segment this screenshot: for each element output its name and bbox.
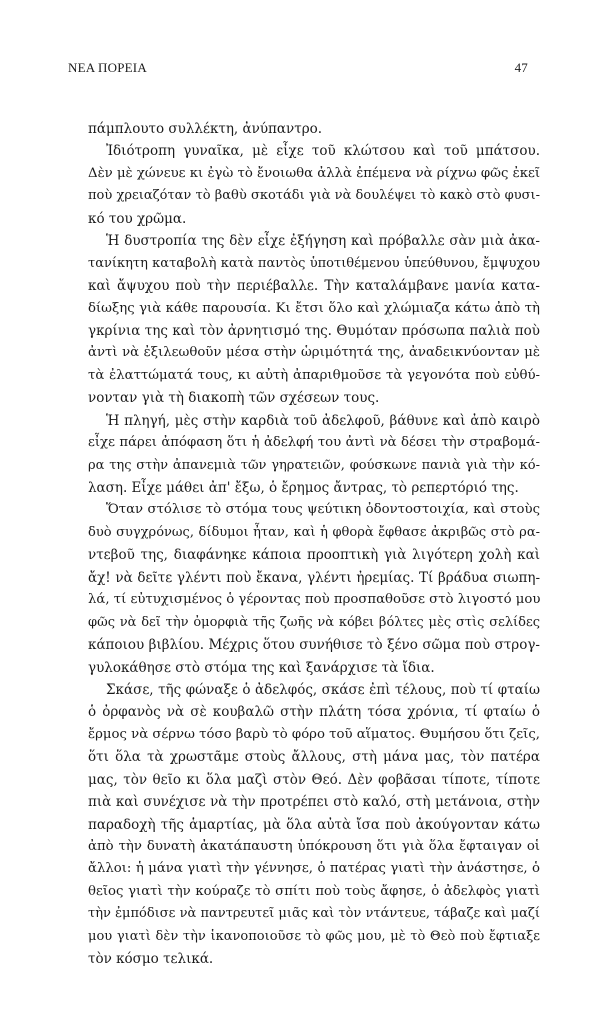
- text-line: γκρίνια της καὶ τὸν ἀρνητισμό της. Θυμόταν πρόσωπα παλιὰ ποὺ: [88, 322, 540, 339]
- text-line: πιὰ καὶ συνέχισε νὰ τὴν προτρέπει στὸ καλό, στὴ μετάνοια, στὴν: [88, 794, 540, 811]
- text-line: Σκάσε, τῆς φώναξε ὁ ἀδελφός, σκάσε ἐπὶ τέλους, ποὺ τί φταίω: [106, 681, 540, 698]
- running-head: [68, 60, 540, 80]
- text-line: παραδοχὴ τῆς ἁμαρτίας, μὰ ὅλα αὐτὰ ἴσα ποὺ ἀκούγονταν κάτω: [88, 816, 540, 833]
- text-line: Ἰδιότροπη γυναῖκα, μὲ εἶχε τοῦ κλώτσου καὶ τοῦ μπάτσου.: [106, 143, 540, 160]
- text-line: ἀντὶ νὰ ἐξιλεωθοῦν μέσα στὴν ὡριμότητά της, ἀναδεικνύονταν μὲ: [88, 345, 540, 361]
- text-line: κό του χρῶμα.: [88, 210, 187, 227]
- text-line: ποὺ χρειαζόταν τὸ βαθὺ σκοτάδι γιὰ νὰ δουλέψει τὸ κακὸ στὸ φυσι-: [88, 188, 540, 204]
- text-line: Ἡ δυστροπία της δὲν εἶχε ἐξήγηση καὶ πρόβαλλε σὰν μιὰ ἀκα-: [106, 233, 540, 250]
- text-line: πάμπλουτο συλλέκτη, ἀνύπαντρο.: [88, 121, 323, 137]
- text-line: Δὲν μὲ χώνευε κι ἐγὼ τὸ ἔνοιωθα ἀλλὰ ἐπέμενα νὰ ρίχνω φῶς ἐκεῖ: [88, 165, 540, 181]
- page-number: 47: [514, 60, 528, 75]
- text-line: ἄχ! νὰ δεῖτε γλέντι ποὺ ἔκανα, γλέντι ἠρεμίας. Τί βράδυα σιωπη-: [88, 569, 540, 586]
- text-line: ρα της στὴν ἀπανεμιὰ τῶν γηρατειῶν, φούσκωνε πανιὰ γιὰ τὴν κό-: [88, 457, 540, 473]
- text-line: Ἡ πληγή, μὲς στὴν καρδιὰ τοῦ ἀδελφοῦ, βάθυνε καὶ ἀπὸ καιρὸ: [106, 412, 540, 429]
- text-line: ὁ ὀρφανὸς νὰ σὲ κουβαλῶ στὴν πλάτη τόσα χρόνια, τί φταίω ὁ: [88, 704, 540, 721]
- text-line: γυλοκάθησε στὸ στόμα της καὶ ξανάρχισε τὰ ἴδια.: [88, 659, 435, 676]
- text-line: εἶχε πάρει ἀπόφαση ὅτι ἡ ἀδελφή του ἀντὶ νὰ δέσει τὴν στραβομά-: [88, 435, 540, 451]
- text-line: Ὅταν στόλισε τὸ στόμα τους ψεύτικη ὀδοντοστοιχία, καὶ στοὺς: [106, 502, 540, 518]
- text-line: δυὸ συγχρόνως, δίδυμοι ἦταν, καὶ ἡ φθορὰ ἔφθασε ἀκριβῶς στὸ ρα-: [88, 524, 540, 540]
- text-line: λαση. Εἶχε μάθει ἀπ' ἔξω, ὁ ἔρημος ἄντρας, τὸ ρεπερτόριό της.: [88, 480, 519, 496]
- text-line: μου γιατὶ δὲν τὴν ἱκανοποιοῦσε τὸ φῶς μου, μὲ τὸ Θεὸ ποὺ ἔφτιαξε: [88, 928, 540, 944]
- text-line: ἔρμος νὰ σέρνω τόσο βαρὺ τὸ φόρο τοῦ αἵματος. Θυμήσου ὅτι ζεῖς,: [88, 726, 540, 742]
- body-text: [88, 118, 540, 971]
- text-line: καὶ ἄψυχου ποὺ τὴν περιέβαλλε. Τὴν καταλάμβανε μανία κατα-: [88, 278, 540, 295]
- text-line: δίωξης γιὰ κάθε παρουσία. Κι ἔτσι ὅλο καὶ χλώμιαζα κάτω ἀπὸ τὴ: [88, 300, 540, 316]
- text-line: ντεβοῦ της, διαφάνηκε κάποια προοπτικὴ γιὰ λιγότερη χολὴ καὶ: [88, 547, 540, 564]
- text-line: φῶς νὰ δεῖ τὴν ὀμορφιὰ τῆς ζωῆς νὰ κόβει βόλτες μὲς στὶς σελίδες: [88, 614, 540, 630]
- text-line: λά, τί εὐτυχισμένος ὁ γέροντας ποὺ προσπαθοῦσε στὸ λιγοστό μου: [88, 592, 540, 608]
- text-line: ἄλλοι: ἡ μάνα γιατὶ τὴν γέννησε, ὁ πατέρας γιατὶ τὴν ἀνάστησε, ὁ: [88, 861, 540, 877]
- text-line: τανίκητη καταβολὴ κατὰ παντὸς ὑποτιθέμενου ὑπεύθυνου, ἔμψυχου: [88, 255, 540, 271]
- text-line: ἀπὸ τὴν δυνατὴ ἀκατάπαυστη ὑπόκρουση ὅτι γιὰ ὅλα ἔφταιγαν οἱ: [88, 839, 540, 854]
- text-line: τὰ ἐλαττώματά τους, κι αὐτὴ ἀπαριθμοῦσε τὰ γεγονότα ποὺ εὐθύ-: [88, 367, 540, 383]
- text-line: μας, τὸν θεῖο κι ὅλα μαζὶ στὸν Θεό. Δὲν φοβᾶσαι τίποτε, τίποτε: [88, 771, 540, 788]
- journal-title: ΝΕΑ ΠΟΡΕΙΑ: [68, 60, 147, 75]
- text-line: κάποιου βιβλίου. Μέχρις ὅτου συνήθισε τὸ ξένο σῶμα ποὺ στρογ-: [88, 637, 540, 654]
- text-line: ὅτι ὅλα τὰ χρωστᾶμε στοὺς ἄλλους, στὴ μάνα μας, τὸν πατέρα: [88, 749, 540, 766]
- text-line: τὴν ἐμπόδισε νὰ παντρευτεῖ μιᾶς καὶ τὸν ντάντευε, τάβαζε καὶ μαζί: [88, 906, 540, 922]
- text-line: τὸν κόσμο τελικά.: [88, 951, 214, 968]
- text-line: θεῖος γιατὶ τὴν κούραζε τὸ σπίτι ποὺ τοὺς ἄφησε, ὁ ἀδελφὸς γιατὶ: [88, 883, 540, 899]
- text-line: νονταν γιὰ τὴ διακοπὴ τῶν σχέσεων τους.: [88, 390, 380, 407]
